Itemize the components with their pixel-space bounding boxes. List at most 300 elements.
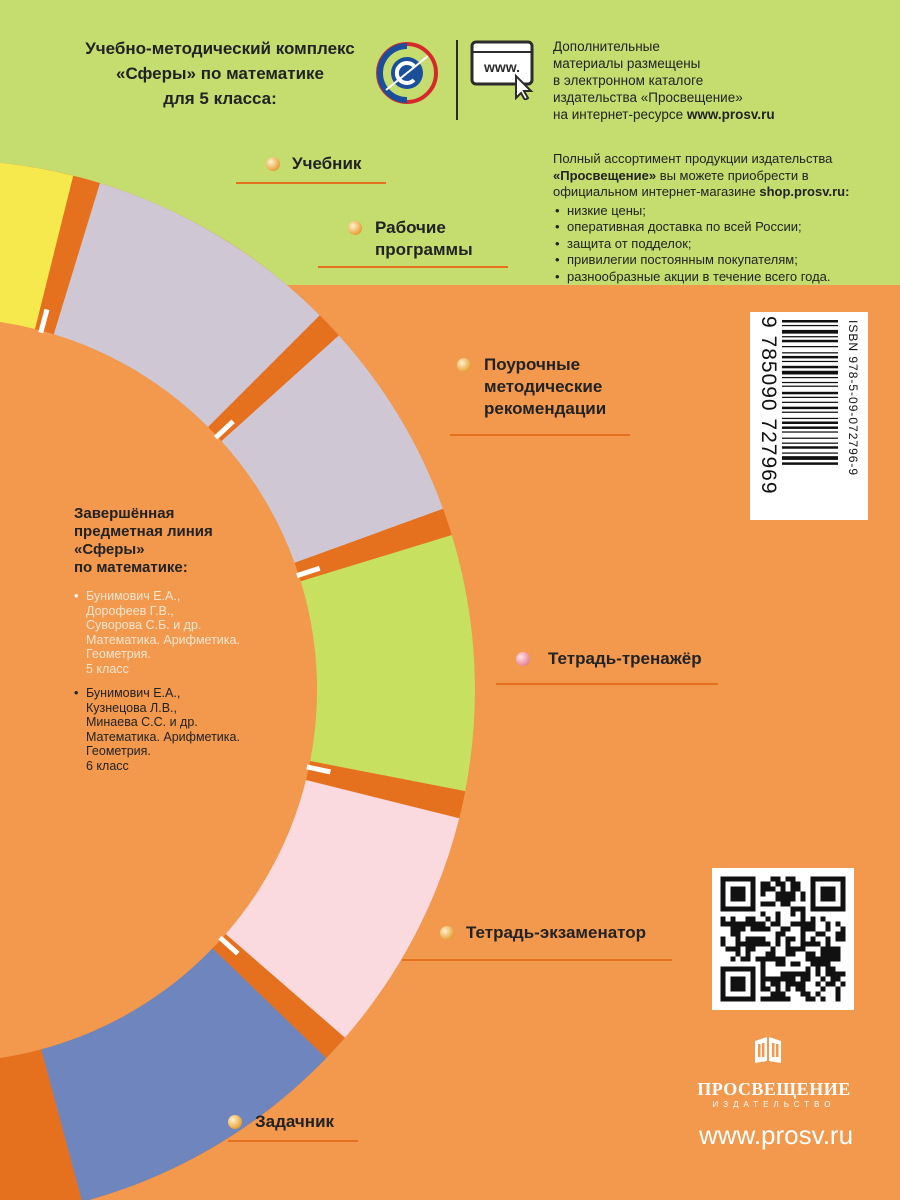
list-item: • разнообразные акции в течение всего года. (553, 269, 893, 286)
qr-cell (751, 947, 756, 952)
qr-cell (736, 947, 741, 952)
qr-cell (826, 887, 831, 892)
qr-cell (751, 897, 756, 902)
qr-cell (811, 942, 816, 947)
qr-cell (741, 942, 746, 947)
qr-cell (826, 937, 831, 942)
qr-cell (751, 902, 756, 907)
barcode-bar (782, 352, 838, 353)
qr-cell (761, 972, 766, 977)
qr-cell (776, 877, 781, 882)
qr-cell (831, 967, 836, 972)
book-line: Математика. Арифметика. (86, 632, 240, 647)
series-title-line: для 5 класса: (163, 89, 277, 108)
qr-cell (781, 882, 786, 887)
qr-cell (721, 882, 726, 887)
qr-cell (751, 937, 756, 942)
shop-benefits-list (553, 203, 893, 286)
qr-cell (751, 882, 756, 887)
qr-cell (736, 987, 741, 992)
qr-cell (766, 952, 771, 957)
qr-cell (821, 877, 826, 882)
qr-cell (751, 877, 756, 882)
qr-cell (771, 887, 776, 892)
barcode-bar (782, 361, 838, 362)
qr-cell (821, 962, 826, 967)
qr-cell (826, 947, 831, 952)
qr-cell (796, 907, 801, 912)
qr-cell (841, 902, 846, 907)
qr-cell (781, 897, 786, 902)
qr-cell (736, 967, 741, 972)
book-line: Кузнецова Л.В., (86, 700, 177, 715)
qr-cell (801, 972, 806, 977)
label-underline (318, 266, 508, 268)
label-line: Учебник (292, 154, 362, 173)
publisher-site-link[interactable]: www.prosv.ru (698, 1120, 854, 1150)
qr-cell (826, 922, 831, 927)
qr-cell (816, 907, 821, 912)
qr-cell (791, 937, 796, 942)
qr-cell (801, 897, 806, 902)
list-item: • привилегии постоянным покупателям; (553, 252, 893, 269)
qr-cell (841, 897, 846, 902)
series-title (60, 36, 380, 111)
bullet-dot-icon (228, 1115, 242, 1129)
qr-cell (731, 982, 736, 987)
note-line (553, 106, 853, 123)
qr-cell (791, 922, 796, 927)
qr-cell (816, 877, 821, 882)
label-line: методические (484, 377, 603, 396)
series-title-line: Учебно-методический комплекс (85, 39, 355, 58)
qr-cell (826, 957, 831, 962)
title-line: предметная линия (74, 523, 213, 540)
qr-cell (726, 877, 731, 882)
qr-cell (831, 897, 836, 902)
qr-cell (791, 947, 796, 952)
qr-cell (836, 987, 841, 992)
list-item (74, 686, 304, 773)
qr-cell (791, 912, 796, 917)
label-line: Задачник (255, 1112, 335, 1131)
qr-cell (721, 877, 726, 882)
qr-cell (791, 892, 796, 897)
qr-cell (741, 927, 746, 932)
qr-cell (771, 922, 776, 927)
qr-cell (741, 887, 746, 892)
publisher-logo-icon (753, 1035, 783, 1065)
qr-cell (811, 957, 816, 962)
qr-code-icon (712, 868, 854, 1010)
qr-cell (761, 887, 766, 892)
barcode-bar (782, 377, 838, 378)
qr-cell (721, 997, 726, 1002)
qr-cell (726, 947, 731, 952)
online-materials-note (553, 38, 853, 123)
barcode-bar (782, 443, 838, 444)
qr-cell (771, 977, 776, 982)
qr-cell (821, 952, 826, 957)
qr-cell (751, 982, 756, 987)
qr-cell (826, 897, 831, 902)
qr-cell (841, 887, 846, 892)
qr-cell (751, 992, 756, 997)
qr-cell (816, 957, 821, 962)
qr-cell (806, 922, 811, 927)
qr-cell (736, 877, 741, 882)
component-label-exam-workbook (466, 922, 646, 944)
list-item (74, 589, 304, 676)
qr-cell (836, 922, 841, 927)
qr-cell (826, 962, 831, 967)
qr-cell (791, 887, 796, 892)
qr-cell (811, 902, 816, 907)
qr-cell (721, 982, 726, 987)
barcode-bar (782, 371, 838, 375)
qr-cell (811, 937, 816, 942)
qr-cell (756, 942, 761, 947)
qr-cell (756, 922, 761, 927)
qr-cell (726, 907, 731, 912)
qr-cell (836, 992, 841, 997)
qr-cell (806, 997, 811, 1002)
qr-cell (741, 892, 746, 897)
qr-cell (781, 902, 786, 907)
qr-cell (836, 952, 841, 957)
qr-cell (761, 912, 766, 917)
qr-cell (736, 892, 741, 897)
barcode-bar (782, 407, 838, 410)
qr-cell (746, 922, 751, 927)
isbn-label: ISBN 978-5-09-072796-9 (846, 320, 860, 477)
qr-cell (821, 977, 826, 982)
qr-cell (721, 892, 726, 897)
shop-intro-line (553, 184, 893, 201)
qr-cell (731, 922, 736, 927)
book-line: Геометрия. (86, 647, 151, 661)
component-label-problem-book (255, 1111, 334, 1133)
qr-cell (736, 942, 741, 947)
book-line: • Бунимович Е.А., (86, 589, 181, 603)
shop-intro-text: вы можете приобрести в (656, 167, 809, 183)
qr-cell (791, 952, 796, 957)
qr-cell (841, 907, 846, 912)
qr-cell (746, 877, 751, 882)
qr-cell (826, 952, 831, 957)
qr-cell (771, 957, 776, 962)
qr-cell (836, 937, 841, 942)
qr-cell (771, 997, 776, 1002)
qr-cell (821, 932, 826, 937)
qr-cell (786, 937, 791, 942)
qr-cell (821, 917, 826, 922)
list-item: • низкие цены; (553, 203, 893, 220)
barcode-bar (782, 366, 838, 369)
qr-cell (826, 967, 831, 972)
publisher-name-bold: «Просвещение» (553, 167, 657, 183)
qr-cell (766, 987, 771, 992)
qr-cell (786, 927, 791, 932)
spheres-logo-icon (374, 40, 440, 106)
qr-cell (776, 922, 781, 927)
barcode-bars-icon (782, 320, 838, 512)
qr-cell (731, 977, 736, 982)
qr-cell (766, 887, 771, 892)
component-label-trainer-workbook (548, 648, 702, 670)
qr-cell (776, 957, 781, 962)
qr-cell (821, 887, 826, 892)
qr-cell (776, 897, 781, 902)
qr-cell (771, 902, 776, 907)
shop-note (553, 151, 893, 285)
qr-cell (791, 882, 796, 887)
qr-cell (791, 897, 796, 902)
www-browser-icon (470, 40, 540, 100)
qr-cell (746, 952, 751, 957)
qr-cell (736, 887, 741, 892)
qr-cell (761, 957, 766, 962)
qr-cell (781, 997, 786, 1002)
qr-cell (721, 942, 726, 947)
qr-cell (746, 937, 751, 942)
qr-cell (731, 907, 736, 912)
qr-cell (731, 917, 736, 922)
qr-cell (741, 987, 746, 992)
qr-cell (761, 882, 766, 887)
qr-cell (741, 897, 746, 902)
qr-cell (721, 922, 726, 927)
note-line: в электронном каталоге (553, 73, 704, 88)
qr-cell (751, 892, 756, 897)
qr-cell (761, 902, 766, 907)
barcode-bar (782, 336, 838, 337)
qr-cell (776, 977, 781, 982)
qr-cell (801, 932, 806, 937)
qr-cell (781, 932, 786, 937)
qr-cell (796, 887, 801, 892)
qr-cell (776, 997, 781, 1002)
book-line: Дорофеев Г.В., (86, 603, 174, 618)
qr-cell (786, 942, 791, 947)
qr-cell (831, 952, 836, 957)
label-line: рекомендации (484, 399, 607, 418)
subject-line-description (74, 505, 304, 783)
qr-cell (761, 937, 766, 942)
bullet-dot-icon (348, 221, 362, 235)
qr-cell (731, 877, 736, 882)
qr-cell (826, 982, 831, 987)
qr-cell (786, 952, 791, 957)
qr-cell (721, 937, 726, 942)
barcode-bar (782, 462, 838, 465)
qr-cell (736, 977, 741, 982)
qr-cell (751, 917, 756, 922)
book-list (74, 589, 304, 773)
book-line: • Бунимович Е.А., (86, 686, 181, 700)
qr-cell (831, 982, 836, 987)
qr-cell (781, 977, 786, 982)
qr-cell (826, 907, 831, 912)
qr-cell (741, 982, 746, 987)
qr-cell (841, 937, 846, 942)
qr-cell (776, 992, 781, 997)
qr-cell (826, 877, 831, 882)
note-line-text: на интернет-ресурсе (553, 107, 687, 122)
qr-cell (811, 952, 816, 957)
qr-cell (761, 967, 766, 972)
qr-cell (761, 962, 766, 967)
label-underline (496, 683, 718, 685)
barcode-bar (782, 412, 838, 413)
barcode-bar (782, 320, 838, 323)
qr-cell (781, 887, 786, 892)
qr-cell (796, 982, 801, 987)
qr-cell (751, 927, 756, 932)
qr-cell (761, 892, 766, 897)
qr-cell (811, 887, 816, 892)
label-underline (228, 1140, 358, 1142)
qr-cell (766, 997, 771, 1002)
qr-cell (746, 917, 751, 922)
qr-cell (721, 897, 726, 902)
book-line: 6 класс (86, 758, 129, 773)
barcode-bar (782, 438, 838, 439)
qr-cell (816, 967, 821, 972)
qr-cell (796, 947, 801, 952)
label-line: Рабочие (375, 218, 446, 237)
qr-cell (776, 892, 781, 897)
label-underline (402, 959, 672, 961)
catalog-site-link[interactable]: www.prosv.ru (686, 107, 775, 122)
qr-cell (776, 987, 781, 992)
series-title-line: «Сферы» по математике (116, 64, 324, 83)
qr-cell (811, 927, 816, 932)
qr-cell (836, 877, 841, 882)
qr-cell (721, 907, 726, 912)
barcode-bar (782, 346, 838, 347)
qr-cell (761, 942, 766, 947)
qr-cell (836, 947, 841, 952)
qr-cell (801, 892, 806, 897)
subject-line-title (74, 505, 304, 577)
qr-cell (786, 947, 791, 952)
qr-cell (786, 982, 791, 987)
qr-cell (836, 997, 841, 1002)
barcode-bar (782, 418, 838, 419)
qr-cell (841, 892, 846, 897)
barcode-bar (782, 397, 838, 398)
qr-cell (741, 967, 746, 972)
publisher-subtitle: ИЗДАТЕЛЬСТВО (712, 1100, 836, 1109)
qr-cell (771, 952, 776, 957)
qr-cell (781, 992, 786, 997)
label-line: Тетрадь-экзаменатор (466, 923, 647, 942)
qr-cell (731, 927, 736, 932)
qr-cell (736, 922, 741, 927)
list-item: • оперативная доставка по всей России; (553, 219, 893, 236)
barcode-bar (782, 382, 838, 383)
qr-cell (741, 877, 746, 882)
barcode-bar (782, 330, 838, 334)
publisher-name: ПРОСВЕЩЕНИЕ (697, 1079, 851, 1099)
qr-cell (781, 962, 786, 967)
qr-cell (816, 992, 821, 997)
qr-cell (761, 977, 766, 982)
barcode-bar (782, 446, 838, 449)
qr-cell (821, 907, 826, 912)
qr-cell (786, 902, 791, 907)
qr-cell (766, 882, 771, 887)
qr-cell (766, 977, 771, 982)
qr-cell (831, 887, 836, 892)
qr-cell (826, 892, 831, 897)
qr-cell (746, 957, 751, 962)
qr-cell (726, 967, 731, 972)
qr-cell (786, 892, 791, 897)
book-line: Минаева С.С. и др. (86, 715, 198, 729)
qr-cell (736, 897, 741, 902)
qr-cell (816, 942, 821, 947)
qr-cell (811, 882, 816, 887)
qr-cell (841, 932, 846, 937)
qr-cell (771, 947, 776, 952)
isbn-rotated-content (750, 312, 868, 520)
qr-cell (786, 977, 791, 982)
qr-cell (816, 972, 821, 977)
barcode-bar (782, 422, 838, 425)
qr-code[interactable] (712, 868, 854, 1010)
qr-cell (781, 972, 786, 977)
barcode-bar (782, 431, 838, 432)
qr-cell (806, 972, 811, 977)
qr-cell (841, 877, 846, 882)
bullet-dot-icon (440, 926, 454, 940)
qr-cell (831, 947, 836, 952)
qr-cell (736, 937, 741, 942)
title-line: по математике: (74, 559, 188, 576)
www-icon-label: www. (483, 59, 521, 75)
qr-cell (806, 967, 811, 972)
shop-intro-line: Полный ассортимент продукции издательства (553, 151, 833, 166)
qr-cell (751, 942, 756, 947)
qr-cell (801, 942, 806, 947)
qr-cell (831, 977, 836, 982)
note-line: Дополнительные (553, 39, 660, 54)
qr-cell (811, 962, 816, 967)
qr-cell (801, 947, 806, 952)
qr-cell (831, 907, 836, 912)
qr-cell (751, 997, 756, 1002)
qr-cell (841, 882, 846, 887)
qr-cell (721, 967, 726, 972)
shop-intro-line (553, 168, 893, 185)
qr-cell (736, 907, 741, 912)
qr-cell (816, 962, 821, 967)
qr-cell (786, 897, 791, 902)
qr-cell (801, 987, 806, 992)
qr-cell (841, 972, 846, 977)
qr-cell (821, 892, 826, 897)
qr-cell (836, 957, 841, 962)
qr-cell (731, 897, 736, 902)
bullet-dot-icon (457, 358, 471, 372)
shop-site-link[interactable]: shop.prosv.ru: (759, 184, 850, 199)
label-underline (450, 434, 630, 436)
qr-cell (806, 957, 811, 962)
qr-cell (766, 902, 771, 907)
qr-cell (771, 992, 776, 997)
